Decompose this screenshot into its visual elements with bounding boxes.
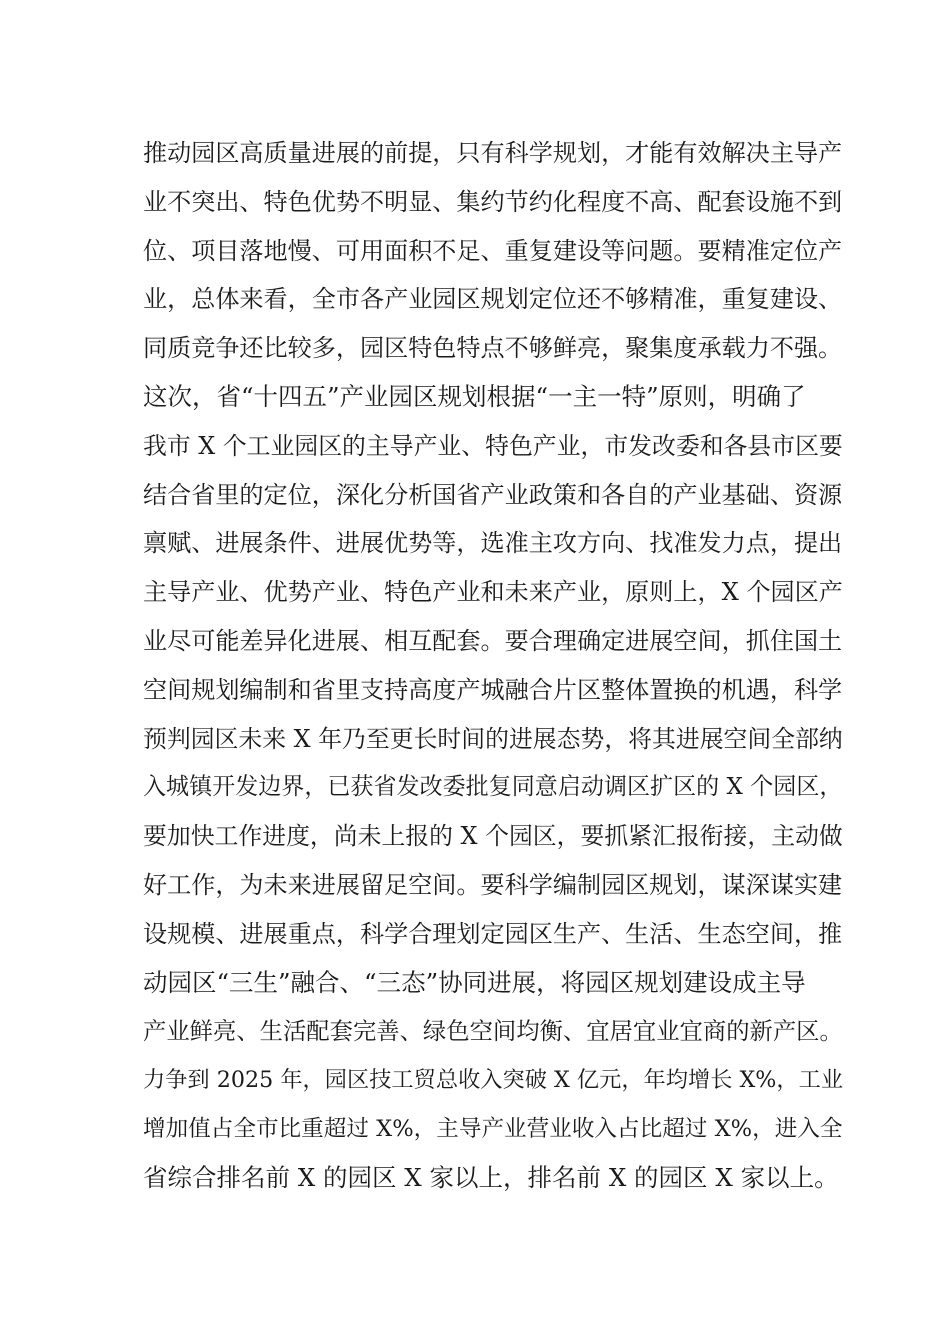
text-line-21: 增加值占全市比重超过 X%，主导产业营业收入占比超过 X%，进入全 [143,1115,843,1142]
text-line-10: 主导产业、优势产业、特色产业和未来产业，原则上，X 个园区产 [143,578,843,607]
text-line-18: 动园区“三生”融合、“三态”协同进展，将园区规划建设成主导 [143,967,806,997]
text-line-13: 预判园区未来 X 年乃至更长时间的进展态势，将其进展空间全部纳 [143,724,843,753]
text-line-6: 这次，省“十四五”产业园区规划根据“一主一特”原则，明确了 [143,381,806,411]
text-line-12: 空间规划编制和省里支持高度产城融合片区整体置换的机遇，科学 [143,675,843,704]
text-line-9: 禀赋、进展条件、进展优势等，选准主攻方向、找准发力点，提出 [143,529,843,558]
text-line-4: 业，总体来看，全市各产业园区规划定位还不够精准，重复建设、 [143,285,843,314]
text-line-17: 设规模、进展重点，科学合理划定园区生产、生活、生态空间，推 [143,919,843,948]
body-paragraph [143,129,843,1203]
text-line-15: 要加快工作进度，尚未上报的 X 个园区，要抓紧汇报衔接，主动做 [143,822,843,851]
text-line-11: 业尽可能差异化进展、相互配套。要合理确定进展空间，抓住国土 [143,626,843,655]
text-line-2: 业不突出、特色优势不明显、集约节约化程度不高、配套设施不到 [143,187,843,216]
text-line-1: 推动园区高质量进展的前提，只有科学规划，才能有效解决主导产 [143,139,843,167]
text-line-19: 产业鲜亮、生活配套完善、绿色空间均衡、宜居宜业宜商的新产区。 [143,1017,843,1046]
text-line-3: 位、项目落地慢、可用面积不足、重复建设等问题。要精准定位产 [143,236,843,265]
text-line-22: 省综合排名前 X 的园区 X 家以上，排名前 X 的园区 X 家以上。 [143,1162,839,1192]
text-line-20: 力争到 2025 年，园区技工贸总收入突破 X 亿元，年均增长 X%，工业 [143,1067,844,1094]
text-line-8: 结合省里的定位，深化分析国省产业政策和各自的产业基础、资源 [143,480,843,509]
text-line-16: 好工作，为未来进展留足空间。要科学编制园区规划，谋深谋实建 [143,870,843,899]
text-line-5: 同质竞争还比较多，园区特色特点不够鲜亮，聚集度承载力不强。 [143,334,843,363]
text-line-7: 我市 X 个工业园区的主导产业、特色产业，市发改委和各县市区要 [143,431,843,460]
text-line-14: 入城镇开发边界，已获省发改委批复同意启动调区扩区的 X 个园区， [143,774,843,801]
